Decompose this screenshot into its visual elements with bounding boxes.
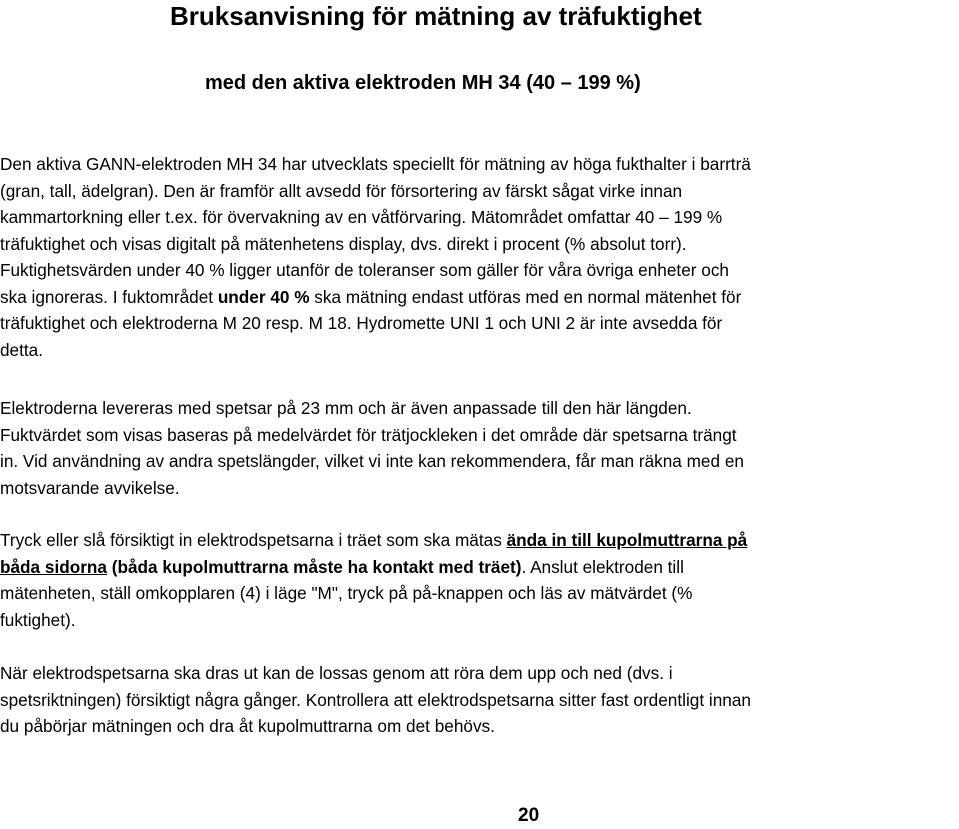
text-segment: ska mätning endast utföras med en normal mätenhet för <box>309 286 742 307</box>
text-line: spetsriktningen) försiktigt några gånger. Kontrollera att elektrodspetsarna sitter fast ordentligt innan <box>0 689 751 710</box>
text-line <box>0 554 959 581</box>
text-line: detta. <box>0 339 44 360</box>
text-line: motsvarande avvikelse. <box>0 477 180 498</box>
bold-underlined-text: båda sidorna <box>0 556 107 577</box>
text-segment: ska ignoreras. I fuktområdet <box>0 286 218 307</box>
page-number: 20 <box>518 805 540 826</box>
text-line: mätenheten, ställ omkopplaren (4) i läge "M", tryck på på-knappen och läs av mätvärdet (% <box>0 583 693 603</box>
removal-instructions-paragraph <box>0 660 959 740</box>
text-line: in. Vid användning av andra spetslängder, vilket vi inte kan rekommendera, får man räkna med en <box>0 451 744 471</box>
text-line: (gran, tall, ädelgran). Den är framför allt avsedd för försortering av färskt sågat virke innan <box>0 180 683 201</box>
text-segment: Tryck eller slå försiktigt in elektrodspetsarna i träet som ska mätas <box>0 530 507 550</box>
text-line: Fuktighetsvärden under 40 % ligger utanför de toleranser som gäller för våra övriga enheter och <box>0 260 729 280</box>
text-line: träfuktighet och elektroderna M 20 resp. M 18. Hydromette UNI 1 och UNI 2 är inte avsedda för <box>0 313 723 333</box>
text-line: När elektrodspetsarna ska dras ut kan de lossas genom att röra dem upp och ned (dvs. i <box>0 663 673 683</box>
text-line <box>0 284 959 311</box>
text-line: träfuktighet och visas digitalt på mätenhetens display, dvs. direkt i procent (% absolut torr). <box>0 233 687 254</box>
text-line: du påbörjar mätningen och dra åt kupolmuttrarna om det behövs. <box>0 716 495 736</box>
measurement-instructions-paragraph <box>0 527 959 633</box>
text-line: Fuktvärdet som visas baseras på medelvärdet för trätjockleken i det område där spetsarna trängt <box>0 424 737 445</box>
bold-text: (båda kupolmuttrarna måste ha kontakt med träet) <box>106 556 522 577</box>
text-line: Den aktiva GANN-elektroden MH 34 har utvecklats speciellt för mätning av höga fukthalter i barrträ <box>0 154 751 174</box>
page-title: Bruksanvisning för mätning av träfuktighet <box>170 1 702 31</box>
text-line: fuktighet). <box>0 609 76 630</box>
text-line <box>0 527 959 554</box>
text-line: kammartorkning eller t.ex. för övervakning av en våtförvaring. Mätområdet omfattar 40 – 199 % <box>0 207 723 227</box>
bold-underlined-text: ända in till kupolmuttrarna på <box>506 530 748 550</box>
text-segment: . Anslut elektroden till <box>521 556 684 577</box>
text-line: Elektroderna levereras med spetsar på 23 mm och är även anpassade till den här längden. <box>0 398 692 418</box>
electrode-length-paragraph <box>0 395 959 501</box>
intro-paragraph <box>0 151 959 363</box>
page-subtitle: med den aktiva elektroden MH 34 (40 – 199 %) <box>205 72 641 94</box>
bold-text: under 40 % <box>217 286 310 307</box>
